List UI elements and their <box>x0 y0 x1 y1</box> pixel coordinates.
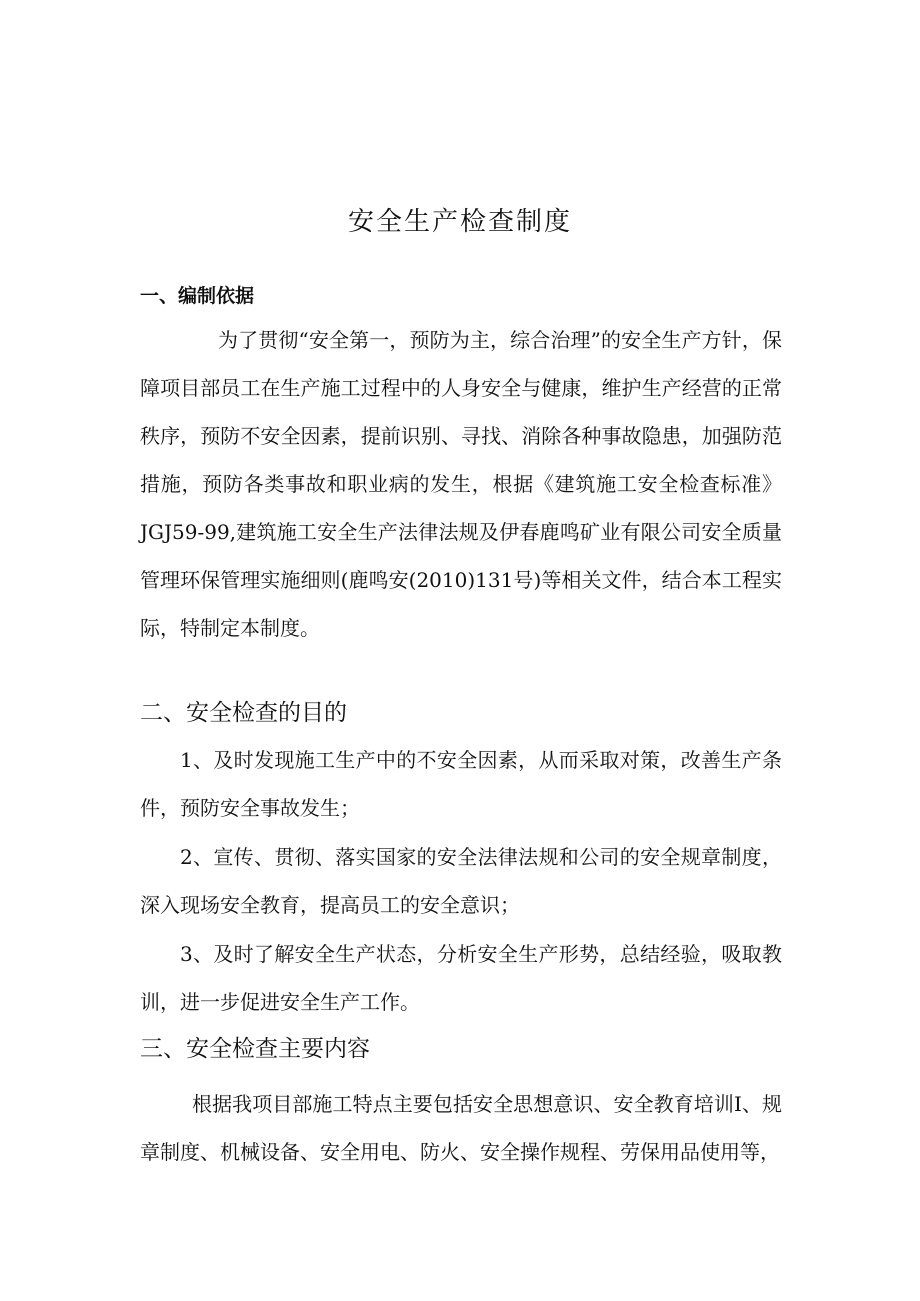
section-heading-purpose: 二、安全检查的目的 <box>140 700 347 726</box>
document-title: 安全生产检查制度 <box>347 207 572 237</box>
purpose-item-2: 2、宣传、贯彻、落实国家的安全法律法规和公司的安全规章制度，深入现场安全教育，提高员工的安全意识； <box>140 845 782 917</box>
section-heading-content: 三、安全检查主要内容 <box>140 1036 370 1062</box>
purpose-item-3: 3、及时了解安全生产状态，分析安全生产形势，总结经验，吸取教训，进一步促进安全生产工作。 <box>140 942 782 1014</box>
section-heading-basis: 一、编制依据 <box>140 285 255 307</box>
purpose-item-1: 1、及时发现施工生产中的不安全因素，从而采取对策，改善生产条件，预防安全事故发生； <box>140 748 782 820</box>
section-paragraph-content: 根据我项目部施工特点主要包括安全思想意识、安全教育培训I、规章制度、机械设备、安全用电、防火、安全操作规程、劳保用品使用等， <box>140 1092 782 1164</box>
section-paragraph-basis: 为了贯彻“安全第一，预防为主，综合治理”的安全生产方针，保障项目部员工在生产施工过程中的人身安全与健康，维护生产经营的正常秩序，预防不安全因素，提前识别、寻找、消除各种事故隐患，加强防范措施，预防各类事故和职业病的发生，根据《建筑施工安全检查标准》JGJ59-99,建筑施工安全生产法律法规及伊春鹿鸣矿业有限公司安全质量管理环保管理实施细则(鹿鸣安(2010)131号)等相关文件，结合本工程实际，特制定本制度。 <box>140 328 782 640</box>
